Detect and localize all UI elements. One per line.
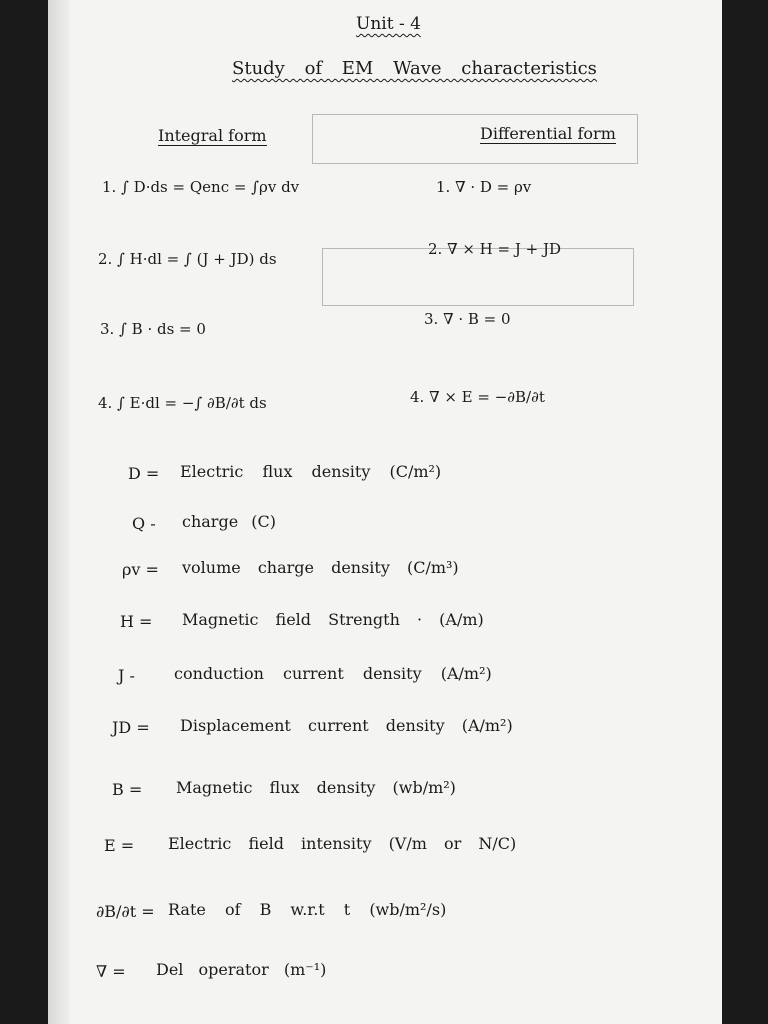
definition-symbol: E = [104, 836, 135, 855]
differential-equation-1: 1. ∇ · D = ρv [436, 178, 532, 196]
integral-equation-3: 3. ∫ B · ds = 0 [100, 320, 206, 338]
definition-symbol: ∂B/∂t = [96, 902, 155, 921]
definition-text: Magnetic field Strength · (A/m) [182, 610, 484, 629]
definition-text: Rate of B w.r.t t (wb/m²/s) [168, 900, 447, 919]
definition-symbol: JD = [112, 718, 150, 737]
definition-text: charge (C) [182, 512, 276, 531]
definition-symbol: H = [120, 612, 153, 631]
definition-text: Magnetic flux density (wb/m²) [176, 778, 456, 797]
definition-text: Electric flux density (C/m²) [180, 462, 442, 481]
definition-symbol: ρv = [122, 560, 159, 579]
integral-equation-1: 1. ∫ D·ds = Qenc = ∫ρv dv [102, 178, 300, 196]
definition-symbol: ∇ = [96, 962, 126, 981]
differential-equation-2: 2. ∇ × H = J + JD [428, 240, 562, 258]
differential-equation-4: 4. ∇ × E = −∂B/∂t [410, 388, 545, 406]
integral-equation-4: 4. ∫ E·dl = −∫ ∂B/∂t ds [98, 394, 267, 412]
page-binding-edge [48, 0, 70, 1024]
definition-symbol: Q - [132, 514, 156, 533]
definition-symbol: D = [128, 464, 160, 483]
definition-text: volume charge density (C/m³) [182, 558, 459, 577]
page-title: Study of EM Wave characteristics [232, 58, 597, 79]
definition-text: conduction current density (A/m²) [174, 664, 492, 683]
definition-symbol: B = [112, 780, 143, 799]
definition-text: Electric field intensity (V/m or N/C) [168, 834, 517, 853]
definition-text: Del operator (m⁻¹) [156, 960, 327, 979]
definition-symbol: J - [118, 666, 135, 685]
integral-form-heading: Integral form [158, 126, 267, 145]
integral-equation-2: 2. ∫ H·dl = ∫ (J + JD) ds [98, 250, 277, 268]
differential-form-heading: Differential form [480, 124, 616, 143]
unit-label: Unit - 4 [356, 14, 421, 34]
definition-text: Displacement current density (A/m²) [180, 716, 513, 735]
differential-equation-3: 3. ∇ · B = 0 [424, 310, 511, 328]
